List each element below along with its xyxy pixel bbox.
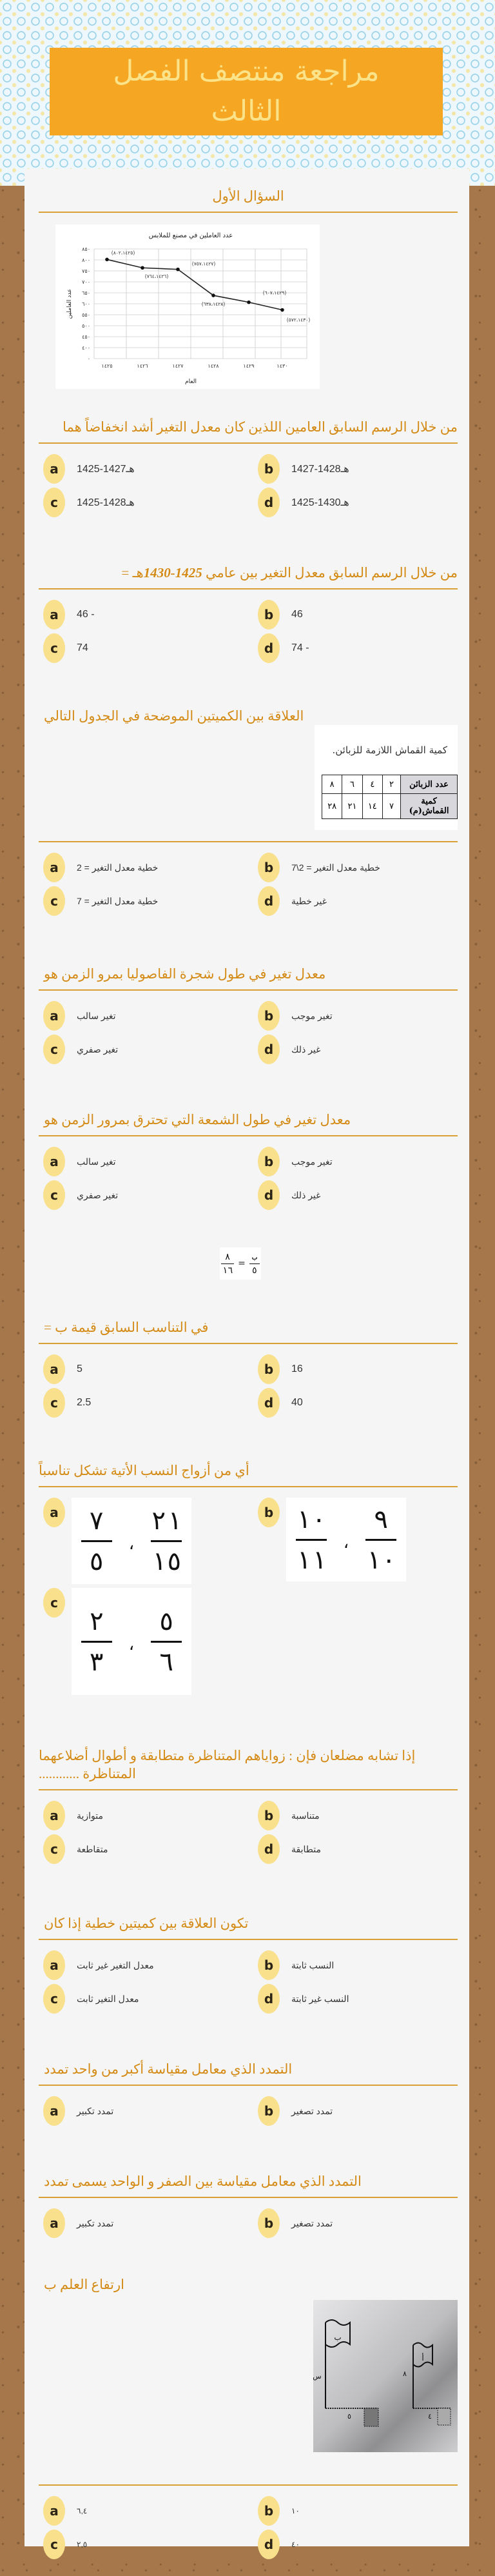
svg-text:٥٥٠: ٥٥٠ (82, 312, 90, 318)
option-a[interactable] (43, 1498, 191, 1584)
option-b[interactable] (258, 600, 303, 629)
badge-b: b (258, 454, 280, 484)
svg-text:(٦٠٧،١٤٢٩): (٦٠٧،١٤٢٩) (262, 290, 287, 296)
option-text: تمدد تكبير (77, 2105, 114, 2116)
svg-text:٦٠٠: ٦٠٠ (82, 301, 90, 307)
option-d[interactable] (258, 1834, 321, 1864)
question-9 (39, 1747, 458, 1857)
option-text: 40 (291, 1397, 303, 1408)
badge-a: a (43, 1147, 65, 1176)
question-13 (39, 2275, 458, 2552)
option-text: متوازية (77, 1810, 104, 1821)
option-b[interactable] (258, 1147, 333, 1176)
numerator: ٨ (224, 1251, 231, 1262)
badge-a: a (43, 853, 65, 882)
badge-c: c (43, 1588, 65, 1618)
option-text: 1425-1427هـ (77, 464, 135, 475)
question-5 (39, 965, 458, 1057)
option-a[interactable] (43, 1950, 154, 1980)
option-text: تغير موجب (291, 1156, 333, 1167)
badge-d: d (258, 1180, 280, 1210)
fraction-right (249, 1252, 260, 1276)
divider (39, 588, 458, 590)
option-text: متناسبة (291, 1810, 320, 1821)
badge-c: c (43, 1388, 65, 1418)
question-title: من خلال الرسم السابق العامين اللذين كان معدل التغير أشد انخفاضاً هما (63, 419, 458, 435)
option-b[interactable] (258, 454, 349, 484)
option-c[interactable] (43, 2530, 87, 2559)
badge-b: b (258, 1354, 280, 1384)
badge-d: d (258, 886, 280, 916)
option-text: 2.5 (77, 1397, 92, 1408)
option-d[interactable] (258, 633, 309, 663)
svg-text:٧٥٠: ٧٥٠ (82, 268, 90, 274)
divider (39, 212, 458, 213)
option-d[interactable] (258, 1388, 303, 1418)
cell: ٦ (342, 775, 362, 794)
option-a[interactable] (43, 1001, 116, 1031)
title-suffix: هـ = (121, 565, 144, 580)
option-c[interactable] (43, 1984, 139, 2014)
cell: ٢٨ (322, 794, 342, 819)
svg-text:٤٥٠: ٤٥٠ (82, 334, 90, 340)
numerator: ب (251, 1251, 258, 1262)
option-text: 74 - (291, 642, 309, 653)
fraction: $\frac{١٠}{١١}$ (295, 1504, 327, 1575)
fraction: $\frac{٧}{٥}$ (81, 1507, 112, 1576)
badge-b: b (258, 1001, 280, 1031)
option-text: غير ذلك (291, 1044, 321, 1055)
title-box (50, 48, 443, 135)
badge-a: a (43, 2208, 65, 2238)
option-text: تغير صفري (77, 1189, 119, 1200)
cell: ٧ (382, 794, 400, 819)
option-a[interactable] (43, 600, 95, 629)
option-text: ١٠ (291, 2506, 300, 2515)
option-b[interactable] (258, 1950, 334, 1980)
svg-text:٦٥٠: ٦٥٠ (82, 290, 90, 296)
badge-a: a (43, 600, 65, 629)
divider (39, 1789, 458, 1790)
option-d[interactable] (258, 1180, 320, 1210)
row-header: عدد الزبائن (401, 775, 458, 794)
option-a[interactable] (43, 1801, 103, 1830)
chart-svg (55, 224, 320, 389)
option-a[interactable] (43, 2096, 113, 2126)
question-title: إذا تشابه مضلعان فإن : زواياهم المتناظرة متطابقة و أطوال أضلاعهما المتناظرة ............ (39, 1748, 416, 1781)
option-b[interactable] (258, 2208, 333, 2238)
option-text: 16 (291, 1363, 303, 1374)
header-banner (0, 0, 495, 186)
table-caption: كمية القماش اللازمة للزبائن. (332, 744, 447, 756)
divider (39, 2085, 458, 2086)
option-text: تغير سالب (77, 1010, 116, 1021)
badge-b: b (258, 853, 280, 882)
option-b[interactable] (258, 1354, 303, 1384)
fraction-left (221, 1252, 234, 1276)
badge-a: a (43, 1498, 65, 1527)
option-d[interactable] (258, 488, 349, 517)
question-8 (39, 1461, 458, 1677)
cloth-table-image (315, 725, 458, 830)
cell: ٢ (382, 775, 400, 794)
option-c[interactable] (43, 1180, 118, 1210)
option-c[interactable] (43, 1834, 108, 1864)
option-text: 46 (291, 609, 303, 620)
question-title: تكون العلاقة بين كميتين خطية إذا كان (44, 1916, 249, 1931)
svg-text:١٤٢٩: ١٤٢٩ (243, 363, 255, 369)
fraction-pair-a: $\frac{٧}{٥}$ ، $\frac{٢١}{١٥}$ (72, 1498, 191, 1584)
fraction: $\frac{٢}{٣}$ (81, 1607, 112, 1676)
badge-d: d (258, 1035, 280, 1064)
proportion-image (220, 1247, 261, 1280)
svg-text:٨٠٠: ٨٠٠ (82, 257, 90, 263)
option-c[interactable] (43, 488, 135, 517)
equals-sign: = (238, 1258, 246, 1269)
option-b[interactable] (258, 2496, 300, 2526)
option-d[interactable] (258, 886, 327, 916)
divider (39, 1135, 458, 1136)
option-text: النسب غير ثابتة (291, 1993, 349, 2004)
flags-svg (313, 2300, 458, 2452)
question-6 (39, 1111, 458, 1203)
badge-b: b (258, 2096, 280, 2126)
question-title: التمدد الذي معامل مقياسة أكبر من واحد تمدد (44, 2061, 293, 2077)
option-text: 5 (77, 1363, 82, 1374)
question-2 (39, 418, 458, 510)
option-text: غير ذلك (291, 1189, 321, 1200)
svg-text:عدد العاملين في مصنع للملابس: عدد العاملين في مصنع للملابس (148, 232, 233, 239)
fraction: $\frac{٩}{١٠}$ (365, 1504, 397, 1575)
option-b[interactable] (258, 1001, 333, 1031)
option-c[interactable] (43, 1388, 91, 1418)
badge-b: b (258, 1498, 280, 1527)
option-text: ٦,٤ (77, 2506, 88, 2515)
option-text: تغير سالب (77, 1156, 116, 1167)
option-text: 74 (77, 642, 88, 653)
option-b[interactable] (258, 1801, 320, 1830)
flags-figure (313, 2300, 458, 2452)
fraction: $\frac{٥}{٦}$ (151, 1607, 182, 1676)
divider (39, 1343, 458, 1344)
badge-d: d (258, 488, 280, 517)
svg-text:٤٠٠: ٤٠٠ (82, 345, 90, 351)
svg-text:٨٥٠: ٨٥٠ (82, 246, 90, 252)
cell: ٨ (322, 775, 342, 794)
divider (39, 2197, 458, 2198)
svg-text:(٧٦٤،١٤٢٦): (٧٦٤،١٤٢٦) (144, 273, 169, 280)
question-1 (39, 187, 458, 385)
badge-a: a (43, 1354, 65, 1384)
badge-b: b (258, 1147, 280, 1176)
svg-text:س: س (313, 2372, 322, 2381)
cell: ١٤ (362, 794, 382, 819)
svg-text:العام: العام (185, 379, 197, 385)
option-text: خطية معدل التغير = 2\7 (291, 862, 380, 873)
svg-text:عدد العاملين: عدد العاملين (66, 288, 73, 319)
svg-text:٤: ٤ (428, 2412, 432, 2421)
badge-b: b (258, 2208, 280, 2238)
question-4 (39, 707, 458, 909)
badge-b: b (258, 1801, 280, 1830)
badge-d: d (258, 1984, 280, 2014)
option-text: تغير صفري (77, 1044, 119, 1055)
option-b[interactable] (258, 2096, 333, 2126)
cell: ٢١ (342, 794, 362, 819)
svg-text:٧٠٠: ٧٠٠ (82, 279, 90, 285)
svg-text:١٤٣٠: ١٤٣٠ (277, 363, 288, 369)
divider (39, 442, 458, 444)
badge-b: b (258, 1950, 280, 1980)
question-10 (39, 1914, 458, 2006)
badge-c: c (43, 1180, 65, 1210)
divider (39, 1939, 458, 1940)
option-a[interactable] (43, 2208, 113, 2238)
option-a[interactable] (43, 1354, 82, 1384)
question-title: معدل تغير في طول الشمعة التي تحترق بمرور الزمن هو (44, 1112, 351, 1127)
cell: ٤ (362, 775, 382, 794)
divider (39, 841, 458, 842)
svg-text:١٤٢٥: ١٤٢٥ (101, 363, 113, 369)
svg-text:(٨٠٢،١٤٢٥): (٨٠٢،١٤٢٥) (111, 250, 135, 256)
denominator: ١٦ (222, 1265, 233, 1276)
divider (39, 1486, 458, 1487)
question-12 (39, 2172, 458, 2231)
question-title: التمدد الذي معامل مقياسة بين الصفر و الواحد يسمى تمدد (44, 2174, 362, 2189)
option-d[interactable] (258, 1035, 320, 1064)
option-d[interactable] (258, 2530, 300, 2559)
badge-a: a (43, 454, 65, 484)
option-b[interactable] (258, 1498, 406, 1584)
option-text: غير خطية (291, 895, 327, 906)
svg-text:ب: ب (334, 2333, 342, 2342)
svg-text:(٧٥٧،١٤٢٧): (٧٥٧،١٤٢٧) (191, 261, 216, 267)
option-text: متقاطعة (77, 1843, 108, 1854)
option-text: متطابقة (291, 1843, 321, 1854)
badge-a: a (43, 1950, 65, 1980)
option-text: تمدد تكبير (77, 2217, 114, 2228)
svg-text:١٤٢٨: ١٤٢٨ (208, 363, 219, 369)
question-title: معدل تغير في طول شجرة الفاصوليا بمرو الزمن هو (44, 966, 326, 982)
question-title: ارتفاع العلم ب (44, 2277, 124, 2292)
option-a[interactable] (43, 454, 135, 484)
quiz-card (24, 169, 469, 2552)
badge-c: c (43, 1834, 65, 1864)
option-text: خطية معدل التغير = 2 (77, 862, 159, 873)
question-title (39, 564, 458, 582)
option-a[interactable] (43, 2496, 87, 2526)
svg-text:٨: ٨ (403, 2370, 407, 2378)
badge-c: c (43, 1035, 65, 1064)
svg-text:(٦٣٨،١٤٢٨): (٦٣٨،١٤٢٨) (201, 301, 226, 308)
badge-d: d (258, 2530, 280, 2559)
svg-text:أ: أ (422, 2353, 424, 2363)
option-text: تغير موجب (291, 1010, 333, 1021)
badge-a: a (43, 2496, 65, 2526)
denominator: ٥ (251, 1265, 258, 1276)
question-title: في التناسب السابق قيمة ب = (44, 1320, 209, 1335)
badge-c: c (43, 633, 65, 663)
badge-d: d (258, 1388, 280, 1418)
option-d[interactable] (258, 1984, 349, 2014)
option-text: تمدد تصغير (291, 2217, 333, 2228)
title-years: 1425-1430 (143, 565, 202, 580)
question-title: السؤال الأول (212, 188, 284, 204)
option-c[interactable] (43, 1035, 118, 1064)
badge-a: a (43, 2096, 65, 2126)
fraction-pair-c: $\frac{٢}{٣}$ ، $\frac{٥}{٦}$ (72, 1588, 191, 1695)
fraction: $\frac{٢١}{١٥}$ (151, 1505, 182, 1576)
question-title: العلاقة بين الكميتين الموضحة في الجدول التالي (44, 708, 304, 724)
badge-b: b (258, 600, 280, 629)
option-text: تمدد تصغير (291, 2105, 333, 2116)
row-header: كمية القماش(م) (401, 794, 458, 819)
divider (39, 989, 458, 991)
question-11 (39, 2060, 458, 2119)
cloth-table (322, 775, 458, 819)
question-3 (39, 564, 458, 656)
svg-text:١٤٢٦: ١٤٢٦ (137, 363, 148, 369)
title-prefix: من خلال الرسم السابق معدل التغير بين عامي (205, 565, 458, 580)
badge-b: b (258, 2496, 280, 2526)
badge-a: a (43, 1801, 65, 1830)
line-chart (55, 224, 320, 389)
option-a[interactable] (43, 1147, 116, 1176)
divider (39, 2484, 458, 2486)
option-text: ٤٠ (291, 2540, 300, 2549)
page-title: مراجعة منتصف الفصل الثالث (113, 55, 380, 128)
badge-d: d (258, 1834, 280, 1864)
badge-d: d (258, 633, 280, 663)
badge-c: c (43, 1984, 65, 2014)
svg-text:١٤٢٧: ١٤٢٧ (172, 363, 184, 369)
option-text: 1427-1428هـ (291, 464, 349, 475)
option-a[interactable] (43, 853, 158, 882)
option-c[interactable] (43, 886, 158, 916)
option-text: خطية معدل التغير = 7 (77, 895, 159, 906)
question-title: أي من أزواج النسب الأتية تشكل تناسباً (39, 1463, 249, 1478)
fraction-pair-b: $\frac{١٠}{١١}$ ، $\frac{٩}{١٠}$ (286, 1498, 406, 1581)
option-c[interactable] (43, 1588, 191, 1695)
option-text: النسب ثابتة (291, 1959, 335, 1970)
option-b[interactable] (258, 853, 380, 882)
svg-text:٠: ٠ (87, 356, 90, 362)
svg-text:٥: ٥ (347, 2412, 351, 2421)
badge-c: c (43, 2530, 65, 2559)
option-text: 1425-1430هـ (291, 497, 349, 508)
option-c[interactable] (43, 633, 88, 663)
option-text: معدل التغير ثابت (77, 1993, 139, 2004)
badge-c: c (43, 488, 65, 517)
option-text: معدل التغير غير ثابت (77, 1959, 154, 1970)
option-text: ٢,٥ (77, 2540, 88, 2549)
badge-c: c (43, 886, 65, 916)
badge-a: a (43, 1001, 65, 1031)
option-text: 1425-1428هـ (77, 497, 135, 508)
svg-text:(٥٧٢،١٤٣٠): (٥٧٢،١٤٣٠) (286, 317, 311, 323)
svg-text:٥٠٠: ٥٠٠ (82, 323, 90, 329)
option-text: 46 - (77, 609, 95, 620)
